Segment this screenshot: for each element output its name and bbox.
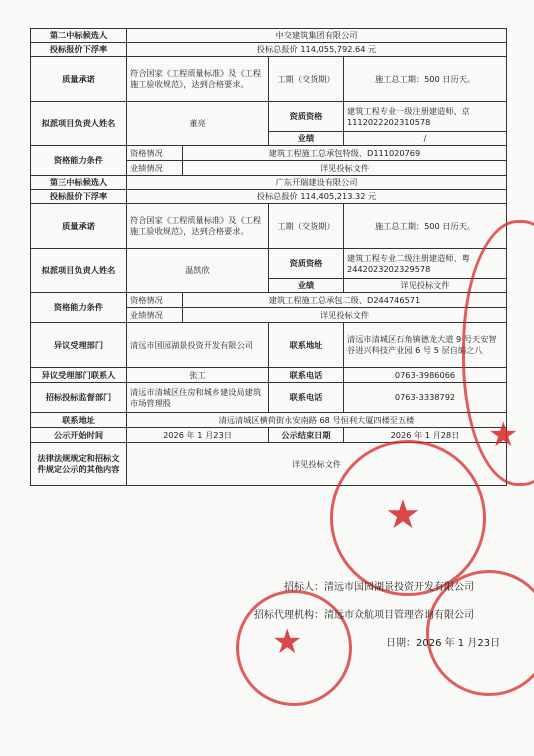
agent-line: 招标代理机构：清远市众航项目管理咨询有限公司 <box>254 610 474 621</box>
objection-dept-label: 异议受理部门 <box>31 323 127 368</box>
seal-star-icon: ★ <box>272 622 303 662</box>
announcement-table <box>30 28 507 486</box>
period-end-label: 公示结束日期 <box>269 428 344 443</box>
third-qual-value: 建筑工程专业二级注册建造师、粤 2442023202329578 <box>344 249 507 279</box>
second-float-value: 投标总报价 114,055,792.64 元 <box>127 43 507 57</box>
third-float-label: 投标报价下浮率 <box>31 190 127 204</box>
other-label: 法律法规规定和招标文件规定公示的其他内容 <box>31 443 127 486</box>
second-float-label: 投标报价下浮率 <box>31 43 127 57</box>
objection-dept-value: 清远市国园湖景投资开发有限公司 <box>127 323 269 368</box>
supervision-value: 清远市清城区住房和城乡建设局建筑市场管理股 <box>127 383 269 413</box>
second-pm-label: 拟派项目负责人姓名 <box>31 102 127 146</box>
supervision-phone-label: 联系电话 <box>269 383 344 413</box>
third-quality-value: 符合国家《工程质量标准》及《工程施工验收规范》，达到合格要求。 <box>127 204 269 249</box>
third-float-value: 投标总报价 114,405,213.32 元 <box>127 190 507 204</box>
tenderer-line: 招标人：清远市国园湖景投资开发有限公司 <box>284 582 474 593</box>
third-candidate-label: 第三中标候选人 <box>31 176 127 190</box>
seal-star-icon: ★ <box>488 415 519 455</box>
date-line: 日期：2026 年 1 月23日 <box>386 638 501 649</box>
third-perf-label: 业绩 <box>269 279 344 293</box>
second-period-value: 施工总工期：500 日历天。 <box>344 57 507 102</box>
third-pm-label: 拟派项目负责人姓名 <box>31 249 127 293</box>
other-value: 详见投标文件 <box>127 443 507 486</box>
second-cert-value: 建筑工程施工总承包特级、D111020769 <box>183 146 507 161</box>
second-quality-label: 质量承诺 <box>31 57 127 102</box>
third-qual-label: 资质资格 <box>269 249 344 279</box>
supervision-addr-value: 清远清城区横荷街永安南路 68 号恒利大厦四楼至五楼 <box>127 413 507 428</box>
period-start-value: 2026 年 1 月23日 <box>127 428 269 443</box>
period-end-value: 2026 年 1 月28日 <box>344 428 507 443</box>
supervision-label: 招标投标监督部门 <box>31 383 127 413</box>
second-qual-value: 建筑工程专业一级注册建造师、京 1112022202310578 <box>344 102 507 132</box>
third-perf-value: 详见投标文件 <box>344 279 507 293</box>
third-cert-label: 资格情况 <box>127 293 183 308</box>
third-ach-value: 详见投标文件 <box>183 308 507 323</box>
second-period-label: 工期（交货期） <box>269 57 344 102</box>
third-quality-label: 质量承诺 <box>31 204 127 249</box>
second-quality-value: 符合国家《工程质量标准》及《工程施工验收规范》，达到合格要求。 <box>127 57 269 102</box>
third-candidate-name: 广东开瑞建设有限公司 <box>127 176 507 190</box>
third-pm-name: 温凯欣 <box>127 249 269 293</box>
objection-phone-value: 0763-3986066 <box>344 368 507 383</box>
supervision-addr-label: 联系地址 <box>31 413 127 428</box>
objection-phone-label: 联系电话 <box>269 368 344 383</box>
second-cert-label: 资格情况 <box>127 146 183 161</box>
objection-addr-value: 清远市清城区石角镇德龙大道 9 号天安智谷进兴科技产业园 6 号 5 层自编之八 <box>344 323 507 368</box>
seal-star-icon: ★ <box>385 492 421 538</box>
second-ach-label: 业绩情况 <box>127 161 183 176</box>
third-period-value: 施工总工期：500 日历天。 <box>344 204 507 249</box>
objection-contact-value: 张工 <box>127 368 269 383</box>
third-cert-value: 建筑工程施工总承包二级、D244746571 <box>183 293 507 308</box>
second-perf-value: / <box>344 132 507 146</box>
objection-contact-label: 异议受理部门联系人 <box>31 368 127 383</box>
supervision-phone-value: 0763-3338792 <box>344 383 507 413</box>
second-candidate-name: 中交建筑集团有限公司 <box>127 29 507 43</box>
second-ach-value: 详见投标文件 <box>183 161 507 176</box>
second-pm-name: 董亮 <box>127 102 269 146</box>
objection-addr-label: 联系地址 <box>269 323 344 368</box>
second-candidate-label: 第二中标候选人 <box>31 29 127 43</box>
second-qual-label: 资质资格 <box>269 102 344 132</box>
third-ability-label: 资格能力条件 <box>31 293 127 323</box>
second-perf-label: 业绩 <box>269 132 344 146</box>
second-ability-label: 资格能力条件 <box>31 146 127 176</box>
third-ach-label: 业绩情况 <box>127 308 183 323</box>
third-period-label: 工期（交货期） <box>269 204 344 249</box>
period-start-label: 公示开始时间 <box>31 428 127 443</box>
